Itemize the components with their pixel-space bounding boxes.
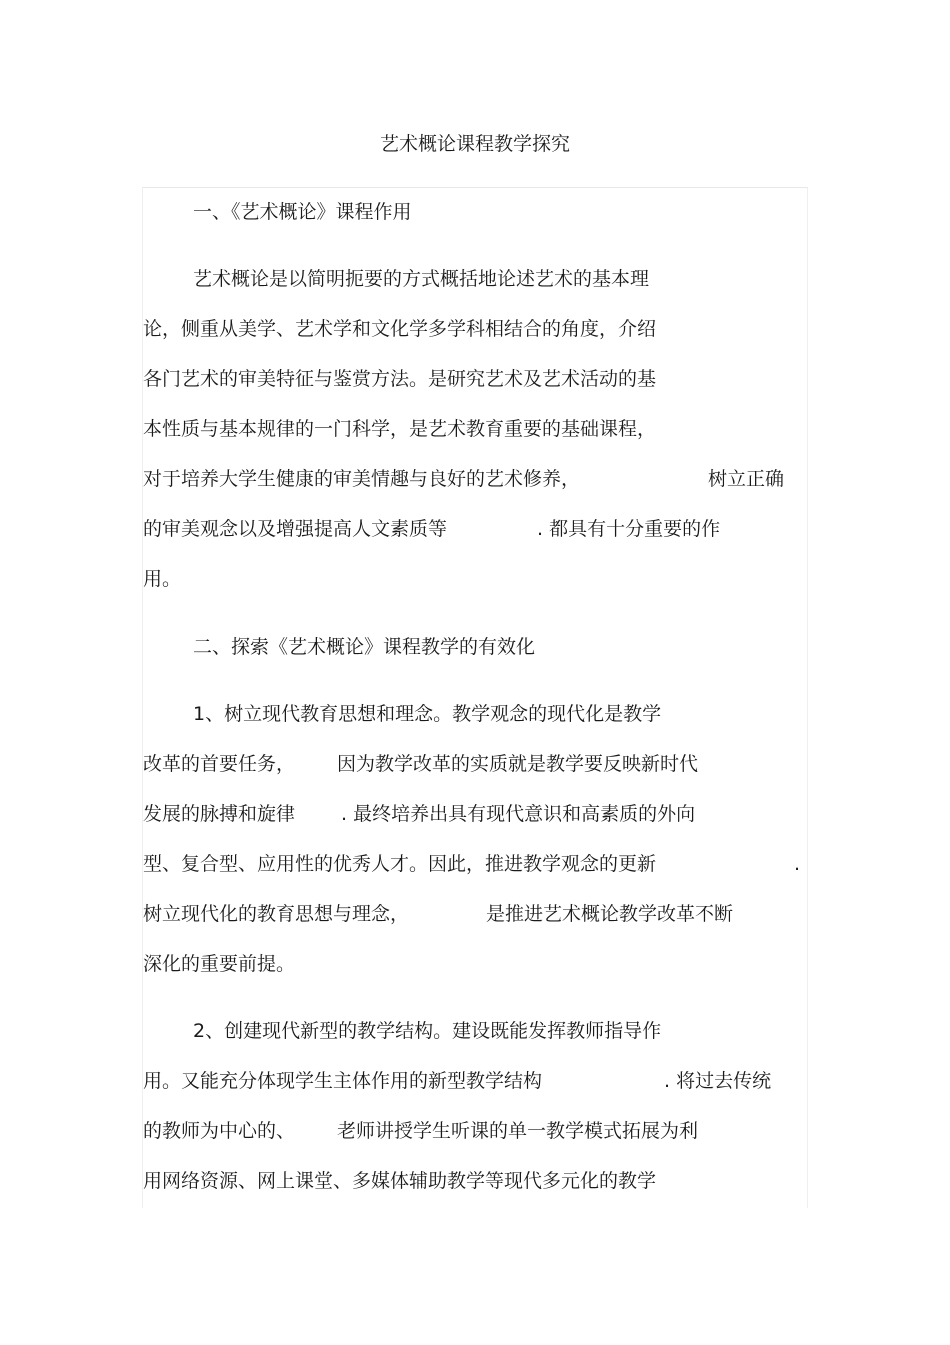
paragraph-line: . 最终培养出具有现代意识和高素质的外向 bbox=[341, 803, 696, 825]
paragraph-line: 2、创建现代新型的教学结构。建设既能发挥教师指导作 bbox=[193, 1020, 662, 1042]
paragraph-line: 因为教学改革的实质就是教学要反映新时代 bbox=[337, 753, 699, 775]
paragraph-line: . bbox=[794, 853, 801, 875]
paragraph-line: 本性质与基本规律的一门科学，是艺术教育重要的基础课程， bbox=[143, 418, 657, 440]
paragraph-line: 对于培养大学生健康的审美情趣与良好的艺术修养， bbox=[143, 468, 581, 490]
paragraph-line: 1、树立现代教育思想和理念。教学观念的现代化是教学 bbox=[193, 703, 662, 725]
paragraph-line: 改革的首要任务， bbox=[143, 753, 296, 775]
paragraph-line: 用。 bbox=[143, 568, 182, 590]
paragraph-line: . 将过去传统 bbox=[664, 1070, 772, 1092]
paragraph-line: 树立正确 bbox=[708, 468, 785, 490]
paragraph-line: 的教师为中心的、 bbox=[143, 1120, 296, 1142]
section-heading-1: 一、《艺术概论》课程作用 bbox=[193, 201, 412, 223]
paragraph-line: 深化的重要前提。 bbox=[143, 953, 296, 975]
paragraph-line: 树立现代化的教育思想与理念， bbox=[143, 903, 410, 925]
paragraph-line: 发展的脉搏和旋律 bbox=[143, 803, 296, 825]
paragraph-line: 用。又能充分体现学生主体作用的新型教学结构 bbox=[143, 1070, 543, 1092]
paragraph-line: 是推进艺术概论教学改革不断 bbox=[486, 903, 734, 925]
paragraph-line: 各门艺术的审美特征与鉴赏方法。是研究艺术及艺术活动的基 bbox=[143, 368, 657, 390]
document-title: 艺术概论课程教学探究 bbox=[379, 133, 570, 155]
paragraph-line: 艺术概论是以简明扼要的方式概括地论述艺术的基本理 bbox=[193, 268, 650, 290]
paragraph-line: 论，侧重从美学、艺术学和文化学多学科相结合的角度，介绍 bbox=[143, 318, 657, 340]
section-heading-2: 二、探索《艺术概论》课程教学的有效化 bbox=[193, 636, 536, 658]
paragraph-line: 的审美观念以及增强提高人文素质等 bbox=[143, 518, 448, 540]
paragraph-line: 型、复合型、应用性的优秀人才。因此，推进教学观念的更新 bbox=[143, 853, 657, 875]
paragraph-line: 用网络资源、网上课堂、多媒体辅助教学等现代多元化的教学 bbox=[143, 1170, 657, 1192]
paragraph-line: . 都具有十分重要的作 bbox=[537, 518, 721, 540]
paragraph-line: 老师讲授学生听课的单一教学模式拓展为利 bbox=[337, 1120, 699, 1142]
